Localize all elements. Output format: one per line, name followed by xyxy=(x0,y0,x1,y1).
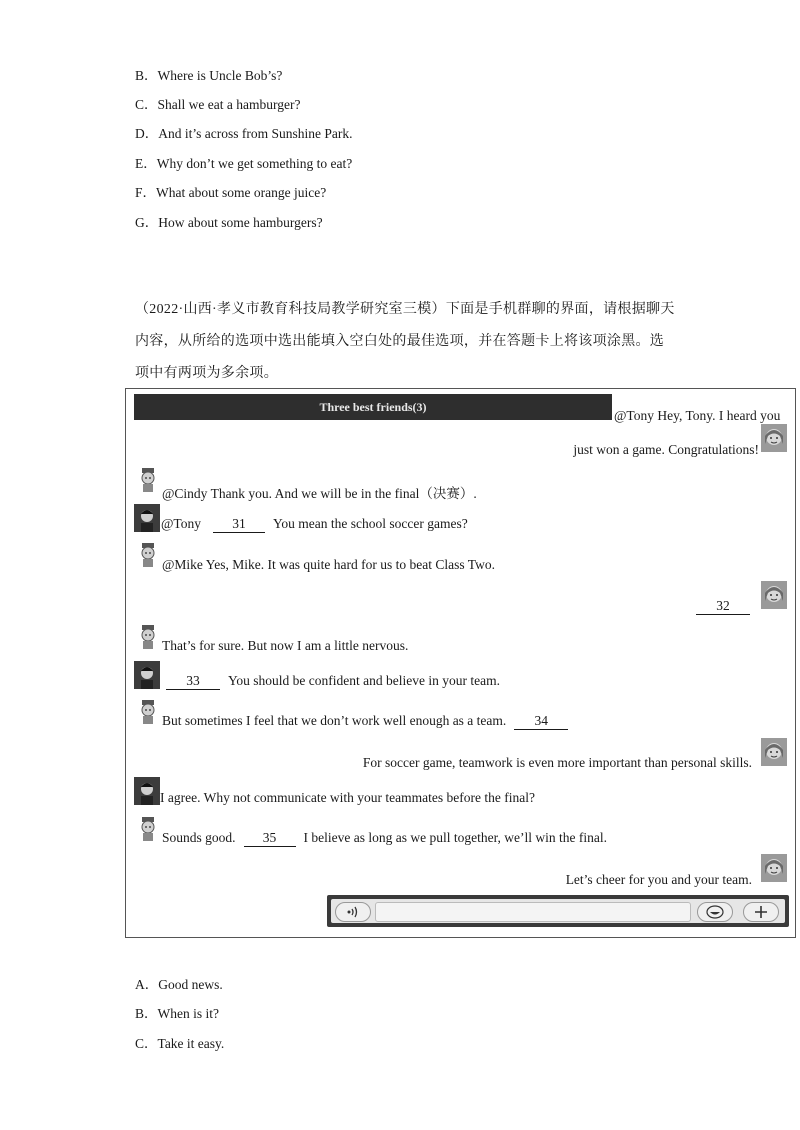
cindy-avatar-icon xyxy=(761,581,787,609)
chat-message-1b: just won a game. Congratulations! xyxy=(573,442,759,457)
chat-screenshot-frame xyxy=(125,388,796,938)
emoji-button[interactable] xyxy=(697,902,733,922)
tony-avatar-icon xyxy=(135,815,161,843)
chat-message-8: But sometimes I feel that we don’t work well enough as a team. 34 xyxy=(162,713,572,730)
message-input[interactable] xyxy=(375,902,691,922)
blank-34[interactable]: 34 xyxy=(514,713,568,730)
chat-message-9: For soccer game, teamwork is even more important than personal skills. xyxy=(362,755,752,770)
prev-option-c: C．Shall we eat a hamburger? xyxy=(135,97,301,112)
answer-option-b: B．When is it? xyxy=(135,1006,219,1021)
chat-message-4: @Mike Yes, Mike. It was quite hard for us to beat Class Two. xyxy=(162,557,495,572)
plus-button[interactable] xyxy=(743,902,779,922)
cindy-avatar-icon xyxy=(761,424,787,452)
tony-avatar-icon xyxy=(135,698,161,726)
blank-35[interactable]: 35 xyxy=(244,830,296,847)
chat-message-3: @Tony 31 You mean the school soccer games? xyxy=(161,516,468,531)
mike-avatar-icon xyxy=(134,504,160,532)
instruction-line-1: （2022·山西·孝义市教育科技局教学研究室三模）下面是手机群聊的界面，请根据聊天 xyxy=(135,302,675,317)
voice-button[interactable] xyxy=(335,902,371,922)
chat-title: Three best friends(3) xyxy=(134,394,612,420)
prev-option-b: B．Where is Uncle Bob’s? xyxy=(135,68,283,83)
cindy-avatar-icon xyxy=(761,738,787,766)
tony-avatar-icon xyxy=(135,541,161,569)
chat-input-bar-inner xyxy=(331,899,785,923)
chat-message-1a: @Tony Hey, Tony. I heard you xyxy=(614,408,781,423)
blank-33[interactable]: 33 xyxy=(166,673,220,690)
instruction-line-3: 项中有两项为多余项。 xyxy=(135,366,278,381)
chat-message-12: Let’s cheer for you and your team. xyxy=(565,872,752,887)
chat-message-10: I agree. Why not communicate with your teammates before the final? xyxy=(160,790,535,805)
tony-avatar-icon xyxy=(135,623,161,651)
tony-avatar-icon xyxy=(135,466,161,494)
voice-icon xyxy=(342,905,364,919)
chat-message-5 xyxy=(696,598,750,615)
blank-31[interactable]: 31 xyxy=(213,516,265,533)
prev-option-f: F．What about some orange juice? xyxy=(135,185,327,200)
prev-option-g: G．How about some hamburgers? xyxy=(135,215,323,230)
smile-icon xyxy=(705,905,725,919)
chat-message-2: @Cindy Thank you. And we will be in the final（决赛）. xyxy=(162,486,477,501)
answer-option-c: C．Take it easy. xyxy=(135,1036,225,1051)
prev-option-e: E．Why don’t we get something to eat? xyxy=(135,156,353,171)
prev-option-d: D．And it’s across from Sunshine Park. xyxy=(135,126,353,141)
chat-message-7: 33 You should be confident and believe in your team. xyxy=(162,673,500,690)
mike-avatar-icon xyxy=(134,777,160,805)
mike-avatar-icon xyxy=(134,661,160,689)
chat-input-bar xyxy=(327,895,789,927)
instruction-line-2: 内容，从所给的选项中选出能填入空白处的最佳选项，并在答题卡上将该项涂黑。选 xyxy=(135,334,665,349)
cindy-avatar-icon xyxy=(761,854,787,882)
chat-message-6: That’s for sure. But now I am a little nervous. xyxy=(162,638,409,653)
answer-option-a: A．Good news. xyxy=(135,977,223,992)
blank-32[interactable]: 32 xyxy=(696,598,750,615)
plus-icon xyxy=(753,905,769,919)
chat-message-11: Sounds good. 35 I believe as long as we pull together, we’ll win the final. xyxy=(162,830,608,845)
